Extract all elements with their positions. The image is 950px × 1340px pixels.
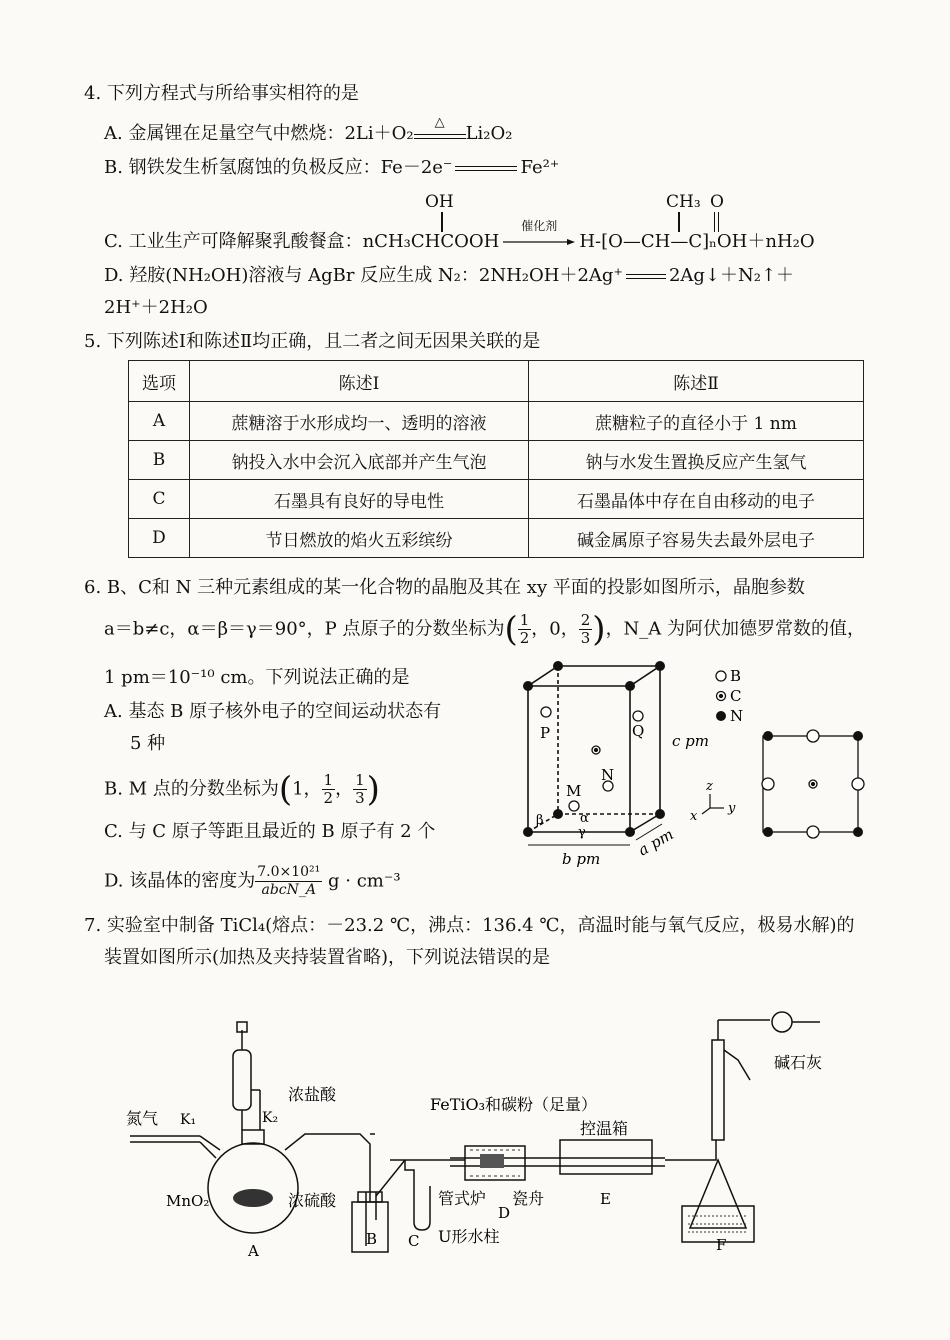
table-cell: B — [129, 441, 190, 480]
q7-label-n2: 氮气 — [126, 1109, 159, 1128]
question-7-stem-line2: 装置如图所示(加热及夹持装置省略)，下列说法错误的是 — [104, 947, 551, 968]
q4-c-bond-oh — [441, 212, 443, 232]
q4-c-ch3: CH₃ — [666, 192, 701, 212]
q4-c-bond-ch3 — [678, 212, 680, 232]
q4-c-oh: OH — [425, 192, 454, 212]
q6-frac-half: $\frac{1}{2}$ — [519, 611, 530, 647]
table-cell: 钠投入水中会沉入底部并产生气泡 — [190, 441, 529, 480]
q6-label-p: P — [540, 724, 551, 742]
q4-option-a-arrow — [414, 115, 466, 139]
q5-statement-table — [128, 360, 864, 558]
table-row — [129, 441, 864, 480]
table-cell: D — [129, 519, 190, 558]
question-4-stem: 4. 下列方程式与所给事实相符的是 — [84, 83, 359, 104]
q6-label-bpm: b pm — [562, 850, 601, 868]
q6-label-cpm: c pm — [672, 732, 709, 750]
q4-option-c-text: C. 工业生产可降解聚乳酸餐盒：nCH₃CHCOOH — [104, 231, 500, 252]
q4-option-a-text: A. 金属锂在足量空气中燃烧：2Li＋O₂ — [104, 123, 414, 144]
q6-option-a-cont: 5 种 — [130, 733, 166, 754]
q7-label-fetio3: FeTiO₃和碳粉（足量） — [430, 1095, 598, 1114]
q7-label-lime: 碱石灰 — [774, 1053, 823, 1072]
q4-option-d — [104, 264, 794, 288]
table-cell: 碱金属原子容易失去最外层电子 — [529, 519, 864, 558]
q6-label-alpha: α — [580, 811, 589, 826]
q6-axis-z: z — [706, 779, 713, 794]
q7-label-b: B — [366, 1230, 378, 1248]
q7-label-box: 控温箱 — [580, 1119, 629, 1138]
q6-option-b: B. M 点的分数坐标为(1， $\frac{1}{2}$ ， $\frac{1}{3}$ ) — [104, 769, 380, 810]
q6-legend-b: B — [730, 667, 742, 685]
q6-option-d-text: D. 该晶体的密度为 — [104, 870, 256, 892]
q6-option-d — [104, 864, 401, 899]
question-6-stem-line1: 6. B、C和 N 三种元素组成的某一化合物的晶胞及其在 xy 平面的投影如图所示，晶胞参数 — [84, 577, 805, 598]
table-cell: 节日燃放的焰火五彩缤纷 — [190, 519, 529, 558]
q7-label-mno2: MnO₂ — [166, 1192, 210, 1210]
table-header-stmt1: 陈述Ⅰ — [190, 361, 529, 402]
q4-a-condition: △ — [434, 115, 445, 130]
q6-axis-x: x — [690, 809, 698, 824]
question-6-stem-line3: 1 pm＝10⁻¹⁰ cm。下列说法正确的是 — [104, 667, 410, 688]
q4-option-b — [104, 156, 559, 180]
q6-crystal-cell-diagram — [500, 660, 920, 880]
question-6-stem-line2: a＝b≠c，α＝β＝γ＝90°，P 点原子的分数坐标为( $\frac{1}{2}$ ，0， $\frac{2}{3}$ )，N_A 为阿伏加德罗常数的值， — [104, 609, 866, 650]
q4-c-o-top: O — [710, 192, 724, 212]
q7-apparatus-diagram — [120, 1010, 840, 1260]
q6-option-a: A. 基态 B 原子核外电子的空间运动状态有 — [104, 701, 442, 722]
q4-c-catalyst: 催化剂 — [521, 219, 558, 233]
table-cell: 石墨晶体中存在自由移动的电子 — [529, 480, 864, 519]
q6-d-density-frac: $\frac{\text{7.0×10²¹}}{\text{abcN\_A}}$ — [257, 864, 321, 898]
q6-axis-y: y — [728, 801, 736, 816]
q4-option-d-product: 2Ag↓＋N₂↑＋ — [668, 265, 795, 286]
q6-stem2b: ，N_A 为阿伏加德罗常数的值， — [605, 618, 866, 640]
q6-label-n: N — [601, 766, 615, 784]
table-cell: A — [129, 402, 190, 441]
table-cell: 蔗糖溶于水形成均一、透明的溶液 — [190, 402, 529, 441]
table-header-row — [129, 361, 864, 402]
q6-frac-b1: $\frac{1}{2}$ — [323, 771, 334, 807]
q6-frac-b2: $\frac{1}{3}$ — [355, 771, 365, 807]
q6-label-q: Q — [632, 722, 645, 740]
q7-label-k2: K₂ — [262, 1110, 279, 1126]
q6-d-unit: g · cm⁻³ — [328, 870, 401, 892]
q7-label-a: A — [248, 1242, 259, 1260]
table-header-stmt2: 陈述Ⅱ — [529, 361, 864, 402]
table-cell: 钠与水发生置换反应产生氢气 — [529, 441, 864, 480]
q6-label-gamma: γ — [578, 825, 586, 840]
q6-option-c: C. 与 C 原子等距且最近的 B 原子有 2 个 — [104, 821, 436, 842]
q6-frac-23: $\frac{2}{3}$ — [580, 611, 591, 647]
q4-option-c — [104, 219, 815, 254]
table-row — [129, 519, 864, 558]
q7-label-d: D — [498, 1204, 511, 1222]
q4-option-a-product: Li₂O₂ — [465, 123, 513, 144]
table-header-option: 选项 — [129, 361, 190, 402]
q6-stem2-mid: ，0， — [531, 618, 579, 640]
table-row — [129, 480, 864, 519]
q4-option-a — [104, 115, 513, 146]
q7-label-f: F — [716, 1236, 727, 1254]
table-cell: 蔗糖粒子的直径小于 1 nm — [529, 402, 864, 441]
question-7-stem-line1: 7. 实验室中制备 TiCl₄(熔点：－23.2 ℃，沸点：136.4 ℃，高温时能与氧气反应，极易水解)的 — [84, 915, 855, 936]
table-cell: C — [129, 480, 190, 519]
q6-label-beta: β — [536, 813, 544, 828]
q6-legend-n: N — [730, 707, 744, 725]
q6-legend-c: C — [730, 687, 742, 705]
q7-label-k1: K₁ — [180, 1112, 197, 1128]
table-row — [129, 402, 864, 441]
q7-label-e: E — [600, 1190, 611, 1208]
q6-b-coord: 1， — [292, 778, 322, 800]
table-cell: 石墨具有良好的导电性 — [190, 480, 529, 519]
q7-label-h2so4: 浓硫酸 — [288, 1191, 337, 1210]
q4-option-d-cont: 2H⁺＋2H₂O — [104, 297, 208, 318]
q7-label-c: C — [408, 1232, 420, 1250]
q7-label-utube: U形水柱 — [438, 1227, 500, 1246]
question-5-stem: 5. 下列陈述Ⅰ和陈述Ⅱ均正确，且二者之间无因果关联的是 — [84, 331, 541, 352]
q4-option-b-text: B. 钢铁发生析氢腐蚀的负极反应：Fe－2e⁻ — [104, 157, 453, 178]
q7-label-furnace: 管式炉 — [438, 1189, 487, 1208]
q4-option-b-product: Fe²⁺ — [520, 157, 560, 178]
q7-label-boat: 瓷舟 — [512, 1189, 545, 1208]
q4-option-d-text: D. 羟胺(NH₂OH)溶液与 AgBr 反应生成 N₂：2NH₂OH＋2Ag⁺ — [104, 265, 623, 286]
q6-label-m: M — [566, 782, 582, 800]
q7-label-hcl: 浓盐酸 — [288, 1085, 337, 1104]
q4-option-c-product: H-[O—CH—C]ₙOH＋nH₂O — [579, 231, 815, 252]
q6-option-b-text: B. M 点的分数坐标为 — [104, 778, 279, 800]
q6-label-apm: a pm — [635, 825, 677, 860]
q4-c-arrow — [503, 219, 575, 254]
q6-stem2a: a＝b≠c，α＝β＝γ＝90°，P 点原子的分数坐标为 — [104, 618, 505, 640]
q4-c-bond-co — [714, 212, 719, 232]
